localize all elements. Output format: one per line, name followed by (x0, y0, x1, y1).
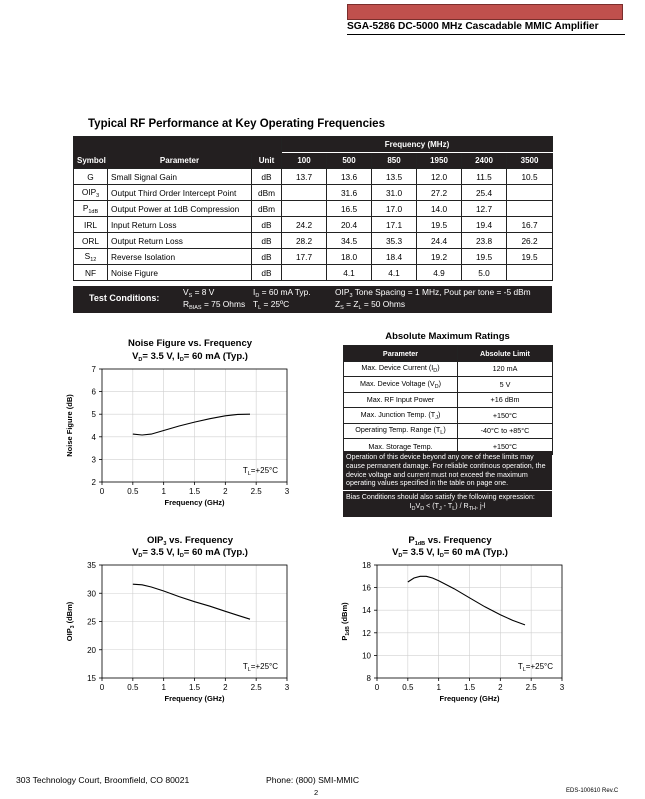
value-cell: 19.5 (507, 249, 553, 265)
y-tick-label: 7 (91, 365, 96, 374)
y-tick-label: 35 (87, 561, 96, 570)
x-tick-label: 3 (284, 683, 290, 692)
x-tick-label: 3 (284, 487, 290, 496)
table-row (74, 185, 553, 201)
x-axis-label: Frequency (GHz) (164, 498, 225, 507)
value-cell: 16.5 (327, 201, 372, 217)
abs-param: Max. Junction Temp. $(T_J)$ (344, 408, 458, 424)
abs-param: Operating Temp. Range $(T_L)$ (344, 423, 458, 439)
value-cell: 35.3 (372, 233, 417, 249)
table-row (74, 169, 553, 185)
value-cell: 27.2 (417, 185, 462, 201)
table-row (74, 201, 553, 217)
parameter-cell: Output Return Loss (108, 233, 252, 249)
oip3-chart-title: $OIP_3$ vs. Frequency (147, 535, 233, 547)
value-cell: 13.5 (372, 169, 417, 185)
id-condition: $I_D = 60$ mA Typ. (253, 287, 311, 299)
value-cell: 12.0 (417, 169, 462, 185)
oip3-chart-subtitle: $V_D= 3.5$ V, $I_D= 60$ mA (Typ.) (132, 547, 248, 559)
p1db-chart-title: $P_{1dB}$ vs. Frequency (408, 535, 492, 547)
value-cell: 13.7 (282, 169, 327, 185)
x-tick-label: 0.5 (127, 683, 139, 692)
y-tick-label: 8 (366, 674, 371, 683)
unit-cell: dBm (252, 185, 282, 201)
abs-limit: +150°C (458, 439, 553, 455)
abs-max-title: Absolute Maximum Ratings (385, 331, 510, 342)
nf-chart-subtitle: $V_D= 3.5$ V, $I_D= 60$ mA (Typ.) (132, 351, 248, 363)
parameter-cell: Output Third Order Intercept Point (108, 185, 252, 201)
unit-cell: dBm (252, 201, 282, 217)
x-tick-label: 1 (436, 683, 441, 692)
abs-param: Max. RF Input Power (344, 392, 458, 408)
symbol-cell: G (74, 169, 108, 185)
y-tick-label: 20 (87, 645, 96, 655)
doc-revision: EDS-100610 Rev.C (566, 788, 619, 794)
section-title: Typical RF Performance at Key Operating Frequencies (88, 118, 385, 130)
noise-figure-chart (45, 362, 300, 512)
table-header-row (74, 137, 553, 153)
y-axis-label: $P_{1dB}$ (dBm) (340, 602, 351, 641)
y-tick-label: 16 (362, 583, 371, 593)
abs-limit: 120 mA (458, 361, 553, 377)
abs-limit-header: Absolute Limit (458, 346, 553, 362)
header-rule (347, 34, 625, 35)
parameter-cell: Noise Figure (108, 265, 252, 281)
table-row (74, 249, 553, 265)
y-tick-label: 14 (362, 606, 371, 616)
x-tick-label: 2.5 (250, 683, 262, 692)
parameter-cell: Input Return Loss (108, 217, 252, 233)
abs-param-header: Parameter (344, 346, 458, 362)
footer-address: 303 Technology Court, Broomfield, CO 80021 (16, 775, 190, 785)
temperature-annotation: $T_L=+25^\circ C$ (517, 662, 553, 673)
abs-limit: +16 dBm (458, 392, 553, 408)
series-line (133, 584, 250, 619)
oip3-chart (45, 558, 300, 708)
vs-condition: $V_S = 8$ V (183, 287, 215, 299)
value-cell: 24.2 (282, 217, 327, 233)
table-row (344, 423, 553, 439)
value-cell: 14.0 (417, 201, 462, 217)
x-tick-label: 1 (161, 487, 166, 496)
y-tick-label: 18 (362, 561, 371, 570)
abs-max-table (343, 345, 553, 455)
table-row (344, 377, 553, 393)
value-cell: 4.1 (327, 265, 372, 281)
value-cell (282, 201, 327, 217)
symbol-header: Symbol (74, 153, 108, 169)
y-axis-label: $OIP_3$ (dBm) (65, 601, 76, 642)
bias-expression: $I_DV_D < (T_J - T_L) / R_{TH}$, j-l (409, 501, 486, 512)
value-cell (282, 185, 327, 201)
table-header-row (74, 153, 553, 169)
freq-1950-header: 1950 (417, 153, 462, 169)
value-cell: 18.0 (327, 249, 372, 265)
y-tick-label: 3 (91, 455, 96, 465)
frequency-header: Frequency (MHz) (282, 137, 553, 153)
x-tick-label: 2.5 (525, 683, 537, 692)
value-cell: 20.4 (327, 217, 372, 233)
test-conditions-bar (73, 286, 552, 313)
abs-param: Max. Device Voltage $(V_D)$ (344, 377, 458, 393)
header-color-bar (347, 4, 623, 20)
test-conditions-label: Test Conditions: (89, 293, 160, 303)
symbol-cell: ORL (74, 233, 108, 249)
x-tick-label: 1.5 (188, 683, 201, 692)
abs-max-note (343, 451, 552, 517)
x-tick-label: 1.5 (188, 487, 201, 496)
y-tick-label: 4 (91, 432, 96, 442)
unit-cell: dB (252, 233, 282, 249)
x-tick-label: 0.5 (402, 683, 414, 692)
value-cell: 17.7 (282, 249, 327, 265)
x-axis-label: Frequency (GHz) (439, 694, 500, 703)
parameter-cell: Reverse Isolation (108, 249, 252, 265)
oip-condition: $OIP_3$ Tone Spacing = 1 MHz, Pout per tone = -5 dBm (335, 287, 531, 299)
table-row (344, 408, 553, 424)
abs-param: Max. Storage Temp. (344, 439, 458, 455)
value-cell: 11.5 (462, 169, 507, 185)
value-cell: 34.5 (327, 233, 372, 249)
y-tick-label: 6 (91, 387, 96, 397)
unit-cell: dB (252, 265, 282, 281)
symbol-cell: $S_{12}$ (74, 249, 108, 265)
value-cell: 26.2 (507, 233, 553, 249)
table-header-row (344, 346, 553, 362)
temperature-annotation: $T_L=+25^\circ C$ (242, 662, 278, 673)
freq-850-header: 850 (372, 153, 417, 169)
value-cell: 31.0 (372, 185, 417, 201)
x-tick-label: 2 (223, 683, 228, 692)
x-tick-label: 0 (99, 683, 105, 692)
freq-3500-header: 3500 (507, 153, 553, 169)
parameter-cell: Output Power at 1dB Compression (108, 201, 252, 217)
y-tick-label: 12 (362, 628, 371, 638)
value-cell: 19.5 (417, 217, 462, 233)
p1db-chart-subtitle: $V_D= 3.5$ V, $I_D= 60$ mA (Typ.) (392, 547, 508, 559)
value-cell: 19.2 (417, 249, 462, 265)
unit-cell: dB (252, 217, 282, 233)
x-tick-label: 1 (161, 683, 166, 692)
value-cell: 5.0 (462, 265, 507, 281)
abs-limit: 5 V (458, 377, 553, 393)
table-row (74, 233, 553, 249)
abs-limit: +150°C (458, 408, 553, 424)
y-tick-label: 30 (87, 589, 96, 599)
symbol-cell: IRL (74, 217, 108, 233)
value-cell (282, 265, 327, 281)
header-blank (74, 137, 282, 153)
abs-param: Max. Device Current $(I_D)$ (344, 361, 458, 377)
impedance-condition: $Z_S = Z_L = 50$ Ohms (335, 299, 406, 311)
unit-cell: dB (252, 169, 282, 185)
x-tick-label: 1.5 (463, 683, 476, 692)
symbol-cell: $OIP_3$ (74, 185, 108, 201)
x-tick-label: 3 (559, 683, 565, 692)
y-tick-label: 2 (91, 478, 96, 487)
value-cell: 31.6 (327, 185, 372, 201)
value-cell: 12.7 (462, 201, 507, 217)
page-number: 2 (314, 788, 319, 797)
x-tick-label: 0 (374, 683, 380, 692)
series-line (133, 414, 250, 435)
y-tick-label: 25 (87, 617, 96, 627)
y-tick-label: 5 (91, 410, 96, 420)
x-tick-label: 2.5 (250, 487, 262, 496)
value-cell: 17.1 (372, 217, 417, 233)
bias-condition-text: Bias Conditions should also satisfy the following expression: (343, 490, 552, 502)
freq-100-header: 100 (282, 153, 327, 169)
value-cell: 16.7 (507, 217, 553, 233)
x-tick-label: 2 (223, 487, 228, 496)
value-cell: 4.9 (417, 265, 462, 281)
freq-500-header: 500 (327, 153, 372, 169)
unit-header: Unit (252, 153, 282, 169)
table-row (344, 361, 553, 377)
abs-max-warning: Operation of this device beyond any one of these limits may cause permanent damage. For reliable continous operation, the device voltage and current must not exceed the maximum operating values specified in the table on page one. (346, 453, 546, 488)
temperature-annotation: $T_L=+25^\circ C$ (242, 466, 278, 477)
freq-2400-header: 2400 (462, 153, 507, 169)
y-tick-label: 10 (362, 651, 371, 661)
value-cell: 17.0 (372, 201, 417, 217)
series-line (408, 576, 525, 625)
value-cell: 10.5 (507, 169, 553, 185)
value-cell (507, 265, 553, 281)
table-row (74, 265, 553, 281)
value-cell: 28.2 (282, 233, 327, 249)
value-cell: 4.1 (372, 265, 417, 281)
tl-condition: $T_L$ = 25ºC (253, 299, 290, 311)
nf-chart-title: Noise Figure vs. Frequency (127, 338, 253, 349)
rf-performance-table (73, 136, 553, 281)
x-tick-label: 0 (99, 487, 105, 496)
table-row (344, 392, 553, 408)
value-cell: 23.8 (462, 233, 507, 249)
table-row (74, 217, 553, 233)
parameter-cell: Small Signal Gain (108, 169, 252, 185)
y-tick-label: 15 (87, 674, 96, 683)
value-cell: 25.4 (462, 185, 507, 201)
x-axis-label: Frequency (GHz) (164, 694, 225, 703)
value-cell (507, 201, 553, 217)
parameter-header: Parameter (108, 153, 252, 169)
x-tick-label: 0.5 (127, 487, 139, 496)
footer-phone: Phone: (800) SMI-MMIC (266, 775, 360, 785)
p1db-chart (320, 558, 575, 708)
abs-limit: -40°C to +85°C (458, 423, 553, 439)
value-cell: 24.4 (417, 233, 462, 249)
unit-cell: dB (252, 249, 282, 265)
value-cell: 19.5 (462, 249, 507, 265)
y-axis-label: Noise Figure (dB) (65, 394, 74, 457)
symbol-cell: NF (74, 265, 108, 281)
value-cell: 18.4 (372, 249, 417, 265)
rbias-condition: $R_{BIAS} = 75$ Ohms (183, 299, 246, 311)
value-cell (507, 185, 553, 201)
symbol-cell: $P_{1dB}$ (74, 201, 108, 217)
document-title: SGA-5286 DC-5000 MHz Cascadable MMIC Amplifier (347, 21, 599, 32)
value-cell: 19.4 (462, 217, 507, 233)
x-tick-label: 2 (498, 683, 503, 692)
value-cell: 13.6 (327, 169, 372, 185)
